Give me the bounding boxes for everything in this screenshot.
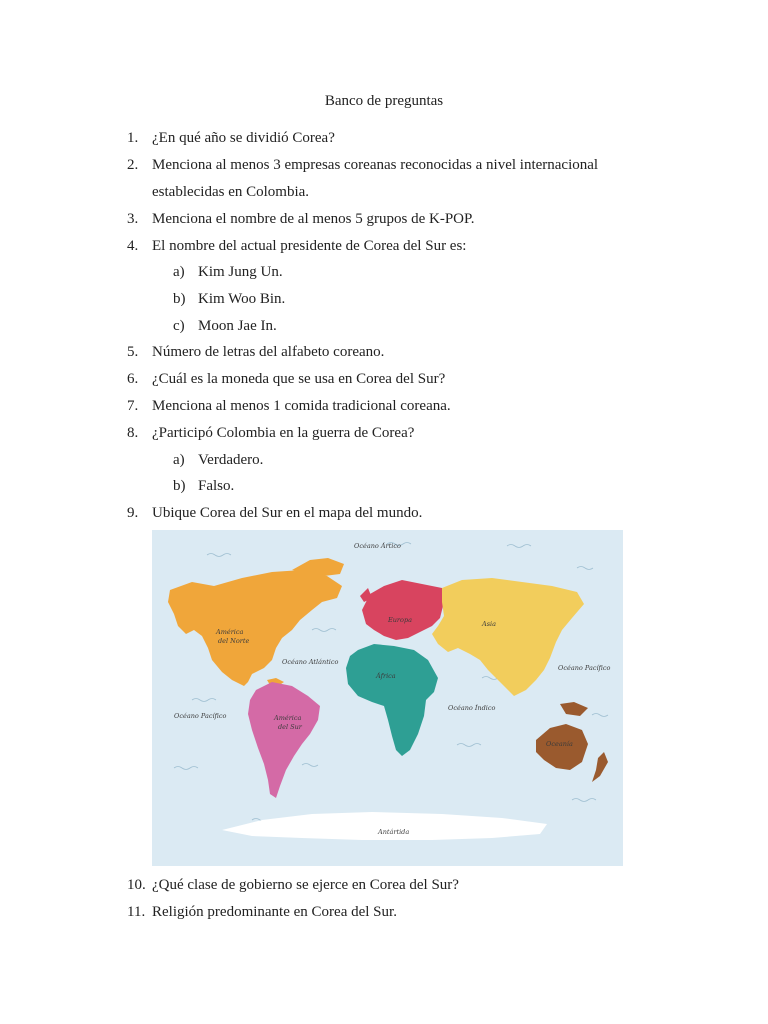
option-letter: a)	[173, 452, 185, 468]
question-5	[127, 342, 384, 362]
label-america-sur-2: del Sur	[278, 723, 302, 731]
question-number: 10.	[127, 877, 146, 893]
option-4a	[173, 262, 283, 282]
question-text: Menciona al menos 3 empresas coreanas reconocidas a nivel internacional	[152, 157, 599, 173]
option-letter: b)	[173, 478, 186, 494]
question-text: El nombre del actual presidente de Corea del Sur es:	[152, 238, 467, 254]
option-letter: c)	[173, 318, 185, 334]
question-9	[127, 503, 422, 523]
question-2	[127, 155, 598, 175]
option-8a	[173, 450, 263, 470]
option-text: Verdadero.	[198, 452, 264, 468]
question-number: 7.	[127, 398, 139, 414]
question-number: 11.	[127, 904, 146, 920]
question-text: ¿Qué clase de gobierno se ejerce en Corea del Sur?	[152, 877, 459, 893]
option-4b	[173, 289, 285, 309]
question-11	[127, 902, 397, 922]
label-europa: Europa	[388, 616, 412, 624]
question-number: 1.	[127, 130, 139, 146]
option-8b	[173, 476, 234, 496]
world-map	[152, 530, 623, 866]
question-number: 4.	[127, 238, 139, 254]
label-atlantico: Océano Atlántico	[282, 658, 339, 666]
option-text: Kim Jung Un.	[198, 264, 283, 280]
question-2-continuation: establecidas en Colombia.	[152, 184, 310, 200]
page-title: Banco de preguntas	[324, 93, 444, 109]
question-7	[127, 396, 451, 416]
question-text: ¿Participó Colombia en la guerra de Corea?	[152, 425, 415, 441]
question-6	[127, 369, 445, 389]
question-3	[127, 209, 474, 229]
question-number: 2.	[127, 157, 139, 173]
question-text: Menciona el nombre de al menos 5 grupos de K-POP.	[152, 211, 475, 227]
option-letter: a)	[173, 264, 185, 280]
option-text: Moon Jae In.	[198, 318, 277, 334]
world-map-svg	[152, 530, 623, 866]
label-oceania: Oceanía	[546, 740, 573, 748]
question-text: Religión predominante en Corea del Sur.	[152, 904, 397, 920]
label-asia: Asia	[482, 620, 496, 628]
label-indico: Océano Índico	[448, 704, 496, 712]
question-text: Ubique Corea del Sur en el mapa del mundo.	[152, 505, 423, 521]
question-text: ¿Cuál es la moneda que se usa en Corea del Sur?	[152, 371, 446, 387]
question-10	[127, 875, 459, 895]
label-america-norte-1: América	[216, 628, 244, 636]
label-antartida: Antártida	[378, 828, 410, 836]
label-africa: África	[376, 672, 396, 680]
label-america-sur-1: América	[274, 714, 302, 722]
question-1	[127, 128, 335, 148]
question-text: Número de letras del alfabeto coreano.	[152, 344, 385, 360]
option-text: Falso.	[198, 478, 235, 494]
question-number: 9.	[127, 505, 139, 521]
question-number: 8.	[127, 425, 139, 441]
option-text: Kim Woo Bin.	[198, 291, 286, 307]
question-number: 3.	[127, 211, 139, 227]
label-pacifico-w: Océano Pacífico	[174, 712, 227, 720]
question-8	[127, 423, 414, 443]
question-text: Menciona al menos 1 comida tradicional coreana.	[152, 398, 451, 414]
label-america-norte-2: del Norte	[218, 637, 250, 645]
label-artico: Océano Ártico	[354, 542, 401, 550]
option-letter: b)	[173, 291, 186, 307]
question-number: 5.	[127, 344, 139, 360]
question-text: ¿En qué año se dividió Corea?	[152, 130, 335, 146]
question-number: 6.	[127, 371, 139, 387]
question-4	[127, 236, 466, 256]
option-4c	[173, 316, 277, 336]
label-pacifico-e: Océano Pacífico	[558, 664, 611, 672]
